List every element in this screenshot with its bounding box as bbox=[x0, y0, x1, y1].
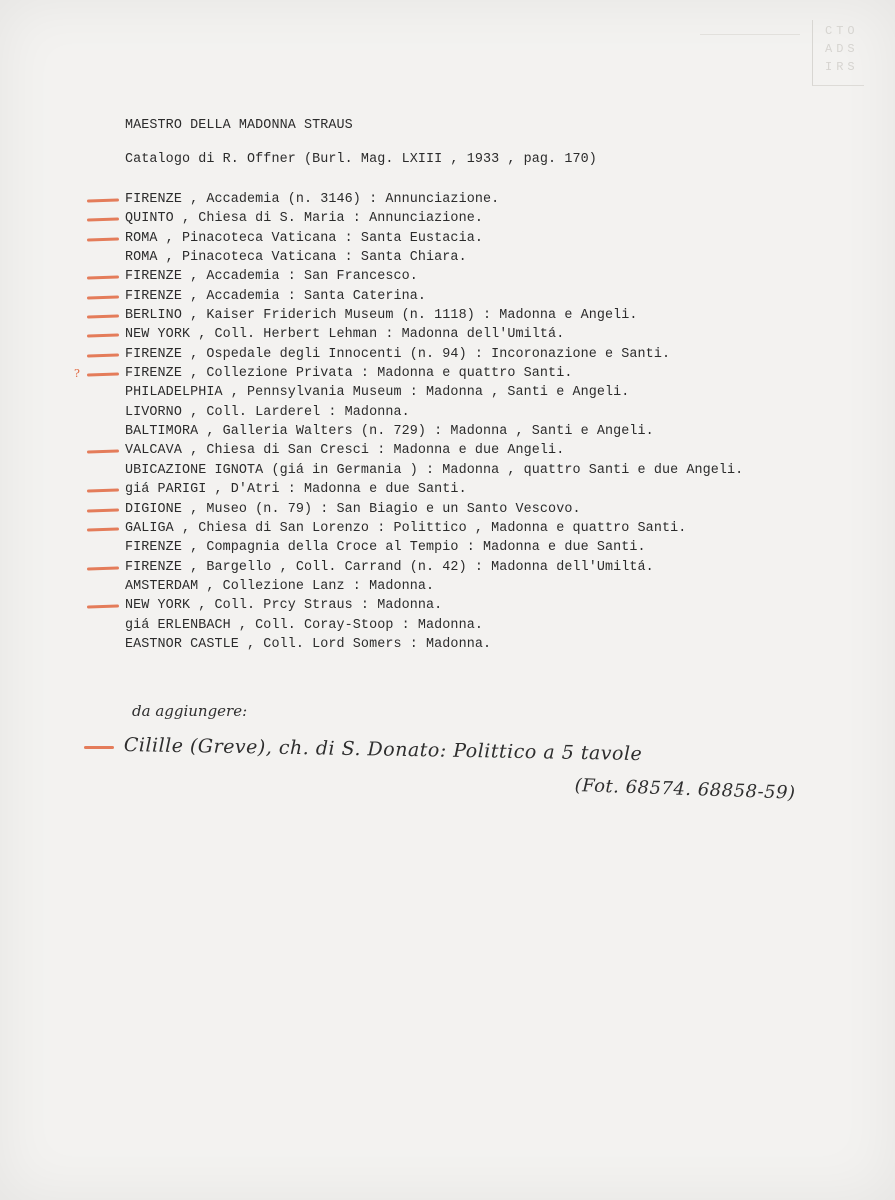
list-item bbox=[125, 229, 743, 248]
entry-text: GALIGA , Chiesa di San Lorenzo : Polittico , Madonna e quattro Santi. bbox=[125, 520, 687, 536]
list-item bbox=[125, 441, 743, 460]
archive-stamp: CTO ADS IRS bbox=[812, 20, 864, 86]
red-pencil-mark bbox=[87, 276, 119, 280]
red-pencil-mark bbox=[87, 334, 119, 338]
list-item bbox=[125, 267, 743, 286]
entry-text: FIRENZE , Collezione Privata : Madonna e quattro Santi. bbox=[125, 366, 573, 382]
entry-text: giá PARIGI , D'Atri : Madonna e due Santi. bbox=[125, 482, 467, 498]
list-item bbox=[125, 635, 743, 654]
entry-text: QUINTO , Chiesa di S. Maria : Annunciazione. bbox=[125, 211, 483, 227]
entry-text: UBICAZIONE IGNOTA (giá in Germania ) : Madonna , quattro Santi e due Angeli. bbox=[125, 462, 744, 478]
entry-text: AMSTERDAM , Collezione Lanz : Madonna. bbox=[125, 578, 435, 594]
list-item bbox=[125, 364, 743, 383]
list-item bbox=[125, 306, 743, 325]
list-item bbox=[125, 500, 743, 519]
list-item bbox=[125, 345, 743, 364]
entry-text: FIRENZE , Accademia : Santa Caterina. bbox=[125, 288, 427, 304]
red-pencil-mark bbox=[87, 508, 119, 512]
list-item bbox=[125, 596, 743, 615]
entry-text: NEW YORK , Coll. Herbert Lehman : Madonna dell'Umiltá. bbox=[125, 327, 565, 343]
list-item bbox=[125, 577, 743, 596]
red-pencil-mark bbox=[87, 605, 119, 609]
red-pencil-mark bbox=[87, 315, 119, 319]
red-pencil-mark bbox=[87, 566, 119, 570]
entry-text: giá ERLENBACH , Coll. Coray-Stoop : Madonna. bbox=[125, 617, 483, 633]
red-pencil-mark bbox=[87, 450, 119, 454]
artwork-list bbox=[125, 190, 743, 654]
red-pencil-mark bbox=[87, 489, 119, 493]
handwritten-addition: Cilille (Greve), ch. di S. Donato: Polittico a 5 tavole bbox=[123, 734, 643, 766]
list-item bbox=[125, 190, 743, 209]
list-item bbox=[125, 383, 743, 402]
catalog-reference: Catalogo di R. Offner (Burl. Mag. LXIII , 1933 , pag. 170) bbox=[125, 152, 597, 167]
entry-text: BALTIMORA , Galleria Walters (n. 729) : Madonna , Santi e Angeli. bbox=[125, 424, 654, 440]
entry-text: BERLINO , Kaiser Friderich Museum (n. 1118) : Madonna e Angeli. bbox=[125, 308, 638, 324]
entry-text: EASTNOR CASTLE , Coll. Lord Somers : Madonna. bbox=[125, 636, 492, 652]
list-item bbox=[125, 422, 743, 441]
list-item bbox=[125, 519, 743, 538]
red-pencil-mark bbox=[84, 746, 114, 749]
list-item bbox=[125, 538, 743, 557]
list-item bbox=[125, 287, 743, 306]
list-item bbox=[125, 325, 743, 344]
entry-text: LIVORNO , Coll. Larderel : Madonna. bbox=[125, 404, 410, 420]
handwritten-heading: da aggiungere: bbox=[132, 702, 248, 720]
red-pencil-mark bbox=[87, 527, 119, 531]
list-item bbox=[125, 558, 743, 577]
red-pencil-mark bbox=[87, 353, 119, 357]
entry-text: FIRENZE , Accademia (n. 3146) : Annunciazione. bbox=[125, 192, 500, 207]
entry-text: DIGIONE , Museo (n. 79) : San Biagio e un Santo Vescovo. bbox=[125, 501, 581, 517]
red-pencil-mark bbox=[87, 218, 119, 222]
document-title: MAESTRO DELLA MADONNA STRAUS bbox=[125, 118, 353, 133]
entry-text: FIRENZE , Compagnia della Croce al Tempio : Madonna e due Santi. bbox=[125, 540, 646, 556]
entry-text: ROMA , Pinacoteca Vaticana : Santa Eustacia. bbox=[125, 230, 483, 246]
list-item bbox=[125, 616, 743, 635]
red-pencil-mark bbox=[87, 295, 119, 299]
list-item bbox=[125, 248, 743, 267]
archive-stamp-line bbox=[700, 24, 800, 35]
list-item bbox=[125, 461, 743, 480]
entry-text: ROMA , Pinacoteca Vaticana : Santa Chiara. bbox=[125, 250, 467, 266]
red-pencil-mark bbox=[87, 237, 119, 241]
margin-question-mark: ? bbox=[74, 367, 80, 380]
entry-text: PHILADELPHIA , Pennsylvania Museum : Madonna , Santi e Angeli. bbox=[125, 385, 630, 401]
entry-text: FIRENZE , Ospedale degli Innocenti (n. 94) : Incoronazione e Santi. bbox=[125, 346, 671, 362]
list-item bbox=[125, 480, 743, 499]
entry-text: FIRENZE , Bargello , Coll. Carrand (n. 42) : Madonna dell'Umiltá. bbox=[125, 559, 654, 575]
list-item bbox=[125, 209, 743, 228]
list-item bbox=[125, 403, 743, 422]
handwritten-photo-reference: (Fot. 68574. 68858-59) bbox=[574, 775, 796, 804]
entry-text: VALCAVA , Chiesa di San Cresci : Madonna e due Angeli. bbox=[125, 443, 565, 459]
red-pencil-mark bbox=[87, 198, 119, 202]
entry-text: NEW YORK , Coll. Prcy Straus : Madonna. bbox=[125, 598, 443, 614]
entry-text: FIRENZE , Accademia : San Francesco. bbox=[125, 269, 418, 285]
red-pencil-mark bbox=[87, 373, 119, 377]
